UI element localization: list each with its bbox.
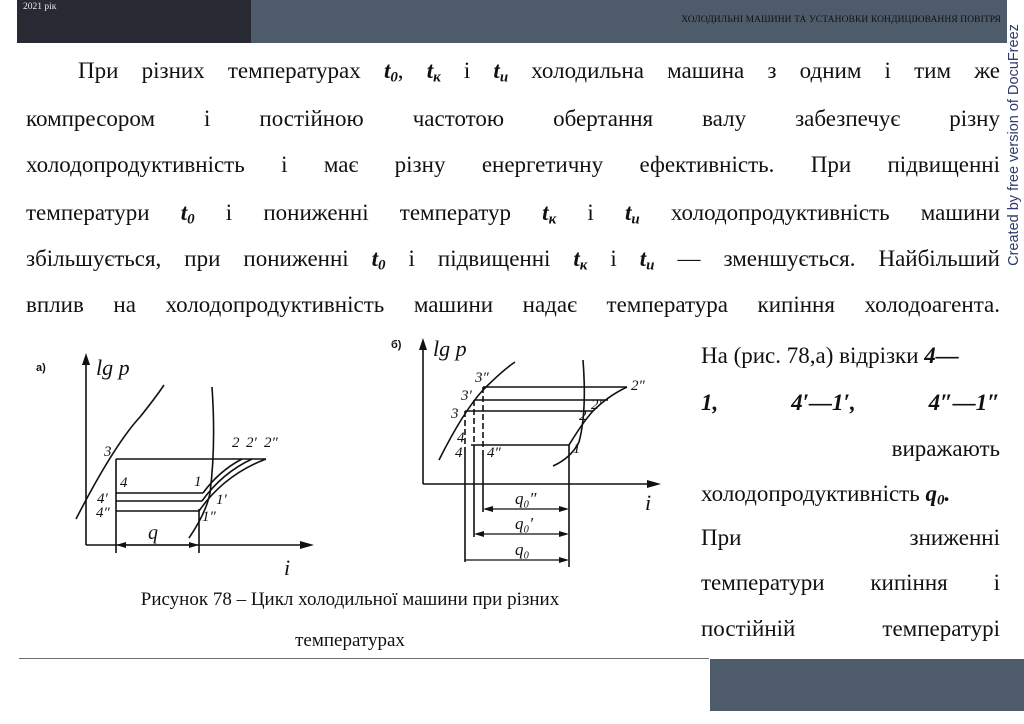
right-col-line-1: На (рис. 78,а) відрізки 4— [701,343,959,368]
svg-text:3: 3 [451,406,459,422]
right-col-line-7: постійній температурі [701,616,1000,641]
paragraph-line-2: компресором і постійною частотою обертання валу забезпечує різну [26,106,1000,131]
svg-text:3: 3 [104,444,112,460]
header-year: 2021 рік [23,2,57,12]
panel-label-a: а) [36,362,46,374]
paragraph-line-1: При різних температурах $t_0$, $t_к$ і $t_и$ холодильна машина з одним і тим же [78,58,1000,86]
footer-rule [19,658,709,659]
svg-text:4′: 4′ [97,491,108,507]
svg-text:4′: 4′ [455,445,466,461]
svg-text:1′: 1′ [216,492,227,508]
diagram-a [34,345,344,575]
figure-caption-line-1: Рисунок 78 – Цикл холодильної машини при різних [140,589,560,610]
y-axis-arrow-icon [419,338,427,350]
svg-text:2″: 2″ [264,435,278,451]
svg-text:q₀: q₀ [515,540,530,559]
paragraph-line-6: вплив на холодопродуктивність машини надає температура кипіння холодоагента. [26,292,1000,317]
y-axis-arrow-icon [82,353,90,365]
x-axis-label: i [645,490,652,515]
svg-text:1: 1 [194,474,202,490]
svg-text:2: 2 [579,408,587,424]
header-left-band [17,0,251,43]
panel-label-b: б) [391,339,402,351]
svg-text:2″: 2″ [631,378,645,394]
header-title: ХОЛОДИЛЬНІ МАШИНИ ТА УСТАНОВКИ КОНДИЦІЮВАННЯ ПОВІТРЯ [681,15,1001,25]
right-col-line-2: 1, 4′—1′, 4″—1″ [701,390,1000,415]
svg-text:4: 4 [120,475,128,491]
svg-text:2: 2 [232,435,240,451]
footer-band [710,659,1024,711]
svg-text:3″: 3″ [475,370,489,386]
y-axis-label: lg p [96,355,130,380]
watermark [1003,0,1024,290]
svg-text:2′: 2′ [246,435,257,451]
diagram-b [383,332,673,577]
svg-text:4″: 4″ [487,445,501,461]
svg-text:2′: 2′ [591,397,602,413]
paragraph-line-4: температури $t_0$ і пониженні температур $t_к$ і $t_и$ холодопродуктивність машини [26,200,1001,228]
x-axis-arrow-icon [300,541,314,549]
right-col-line-6: температури кипіння і [701,570,1000,595]
right-col-line-3: виражають [891,436,1000,461]
liquid-saturation-curve [76,385,164,519]
svg-text:q₀″: q₀″ [515,489,537,508]
header-right-band [251,0,1007,43]
right-col-line-5: При зниженні [701,525,1000,550]
y-axis-label: lg p [433,336,467,361]
figure-caption-line-2: температурах [295,630,405,651]
x-axis-arrow-icon [647,480,661,488]
svg-text:1″: 1″ [202,509,216,525]
paragraph-line-5: збільшується, при пониженні $t_0$ і підвищенні $t_к$ і $t_и$ — зменшується. Найбільший [26,246,1000,274]
svg-text:4: 4 [457,430,465,446]
svg-text:1: 1 [573,441,581,457]
watermark-text: Created by free version of DocuFreez [1005,24,1022,266]
x-axis-label: i [284,555,291,575]
svg-text:3′: 3′ [461,388,472,404]
right-col-line-4: холодопродуктивність $q_0$. [701,481,951,509]
svg-text:q₀′: q₀′ [515,514,534,533]
svg-text:q: q [148,522,158,544]
svg-text:4″: 4″ [96,505,110,521]
paragraph-line-3: холодопродуктивність і має різну енергетичну ефективність. При підвищенні [26,152,1000,177]
